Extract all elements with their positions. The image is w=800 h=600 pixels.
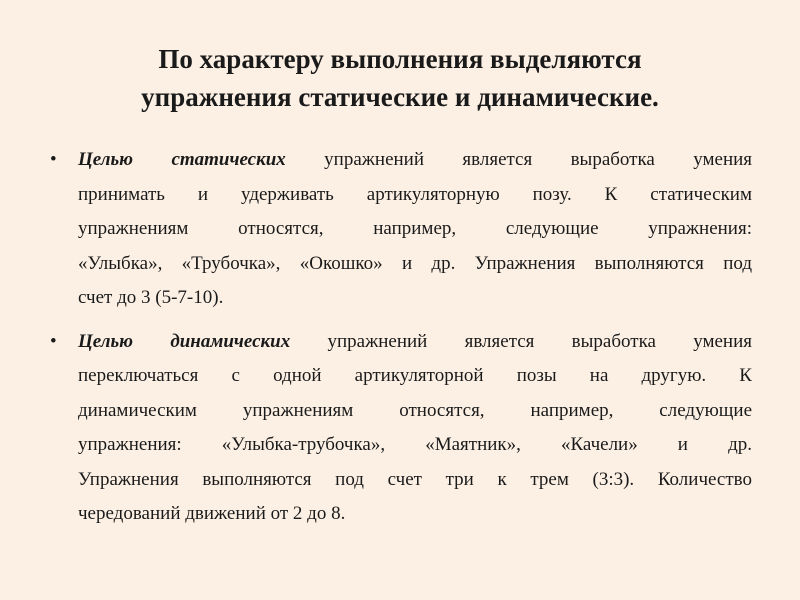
slide-title (60, 40, 740, 116)
bullet-text: упражнений является выработка умения (327, 330, 752, 352)
bullet-line: упражнениям относятся, например, следующие упражнения: (78, 218, 752, 239)
bullet-list (48, 143, 752, 541)
slide-title-line-1: По характеру выполнения выделяются (158, 44, 642, 74)
bullet-line: переключаться с одной артикуляторной позы на другую. К (78, 365, 752, 386)
bullet-line (78, 143, 752, 178)
bullet-marker: • (50, 330, 57, 352)
emphasis-text: Целью (78, 330, 134, 352)
bullet-item-dynamic (48, 325, 752, 532)
emphasis-text: Целью (78, 149, 134, 170)
bullet-line: чередований движений от 2 до 8. (78, 503, 346, 524)
bullet-line: динамическим упражнениям относятся, например, следующие (78, 399, 752, 421)
bullet-line: Упражнения выполняются под счет три к трем (3:3). Количество (78, 468, 752, 490)
bullet-marker: • (50, 149, 57, 170)
slide-title-line-2: упражнения статические и динамические. (141, 82, 659, 112)
bullet-line: счет до 3 (5-7-10). (78, 287, 224, 308)
bullet-text: упражнений является выработка умения (324, 149, 753, 170)
emphasis-text: статических (171, 149, 286, 170)
bullet-item-static (48, 143, 752, 316)
bullet-line (78, 325, 752, 360)
emphasis-text: динамических (170, 330, 291, 352)
bullet-line: «Улыбка», «Трубочка», «Окошко» и др. Упражнения выполняются под (78, 252, 752, 274)
bullet-line: принимать и удерживать артикуляторную позу. К статическим (78, 183, 752, 205)
bullet-line: упражнения: «Улыбка-трубочка», «Маятник», «Качели» и др. (78, 434, 752, 455)
